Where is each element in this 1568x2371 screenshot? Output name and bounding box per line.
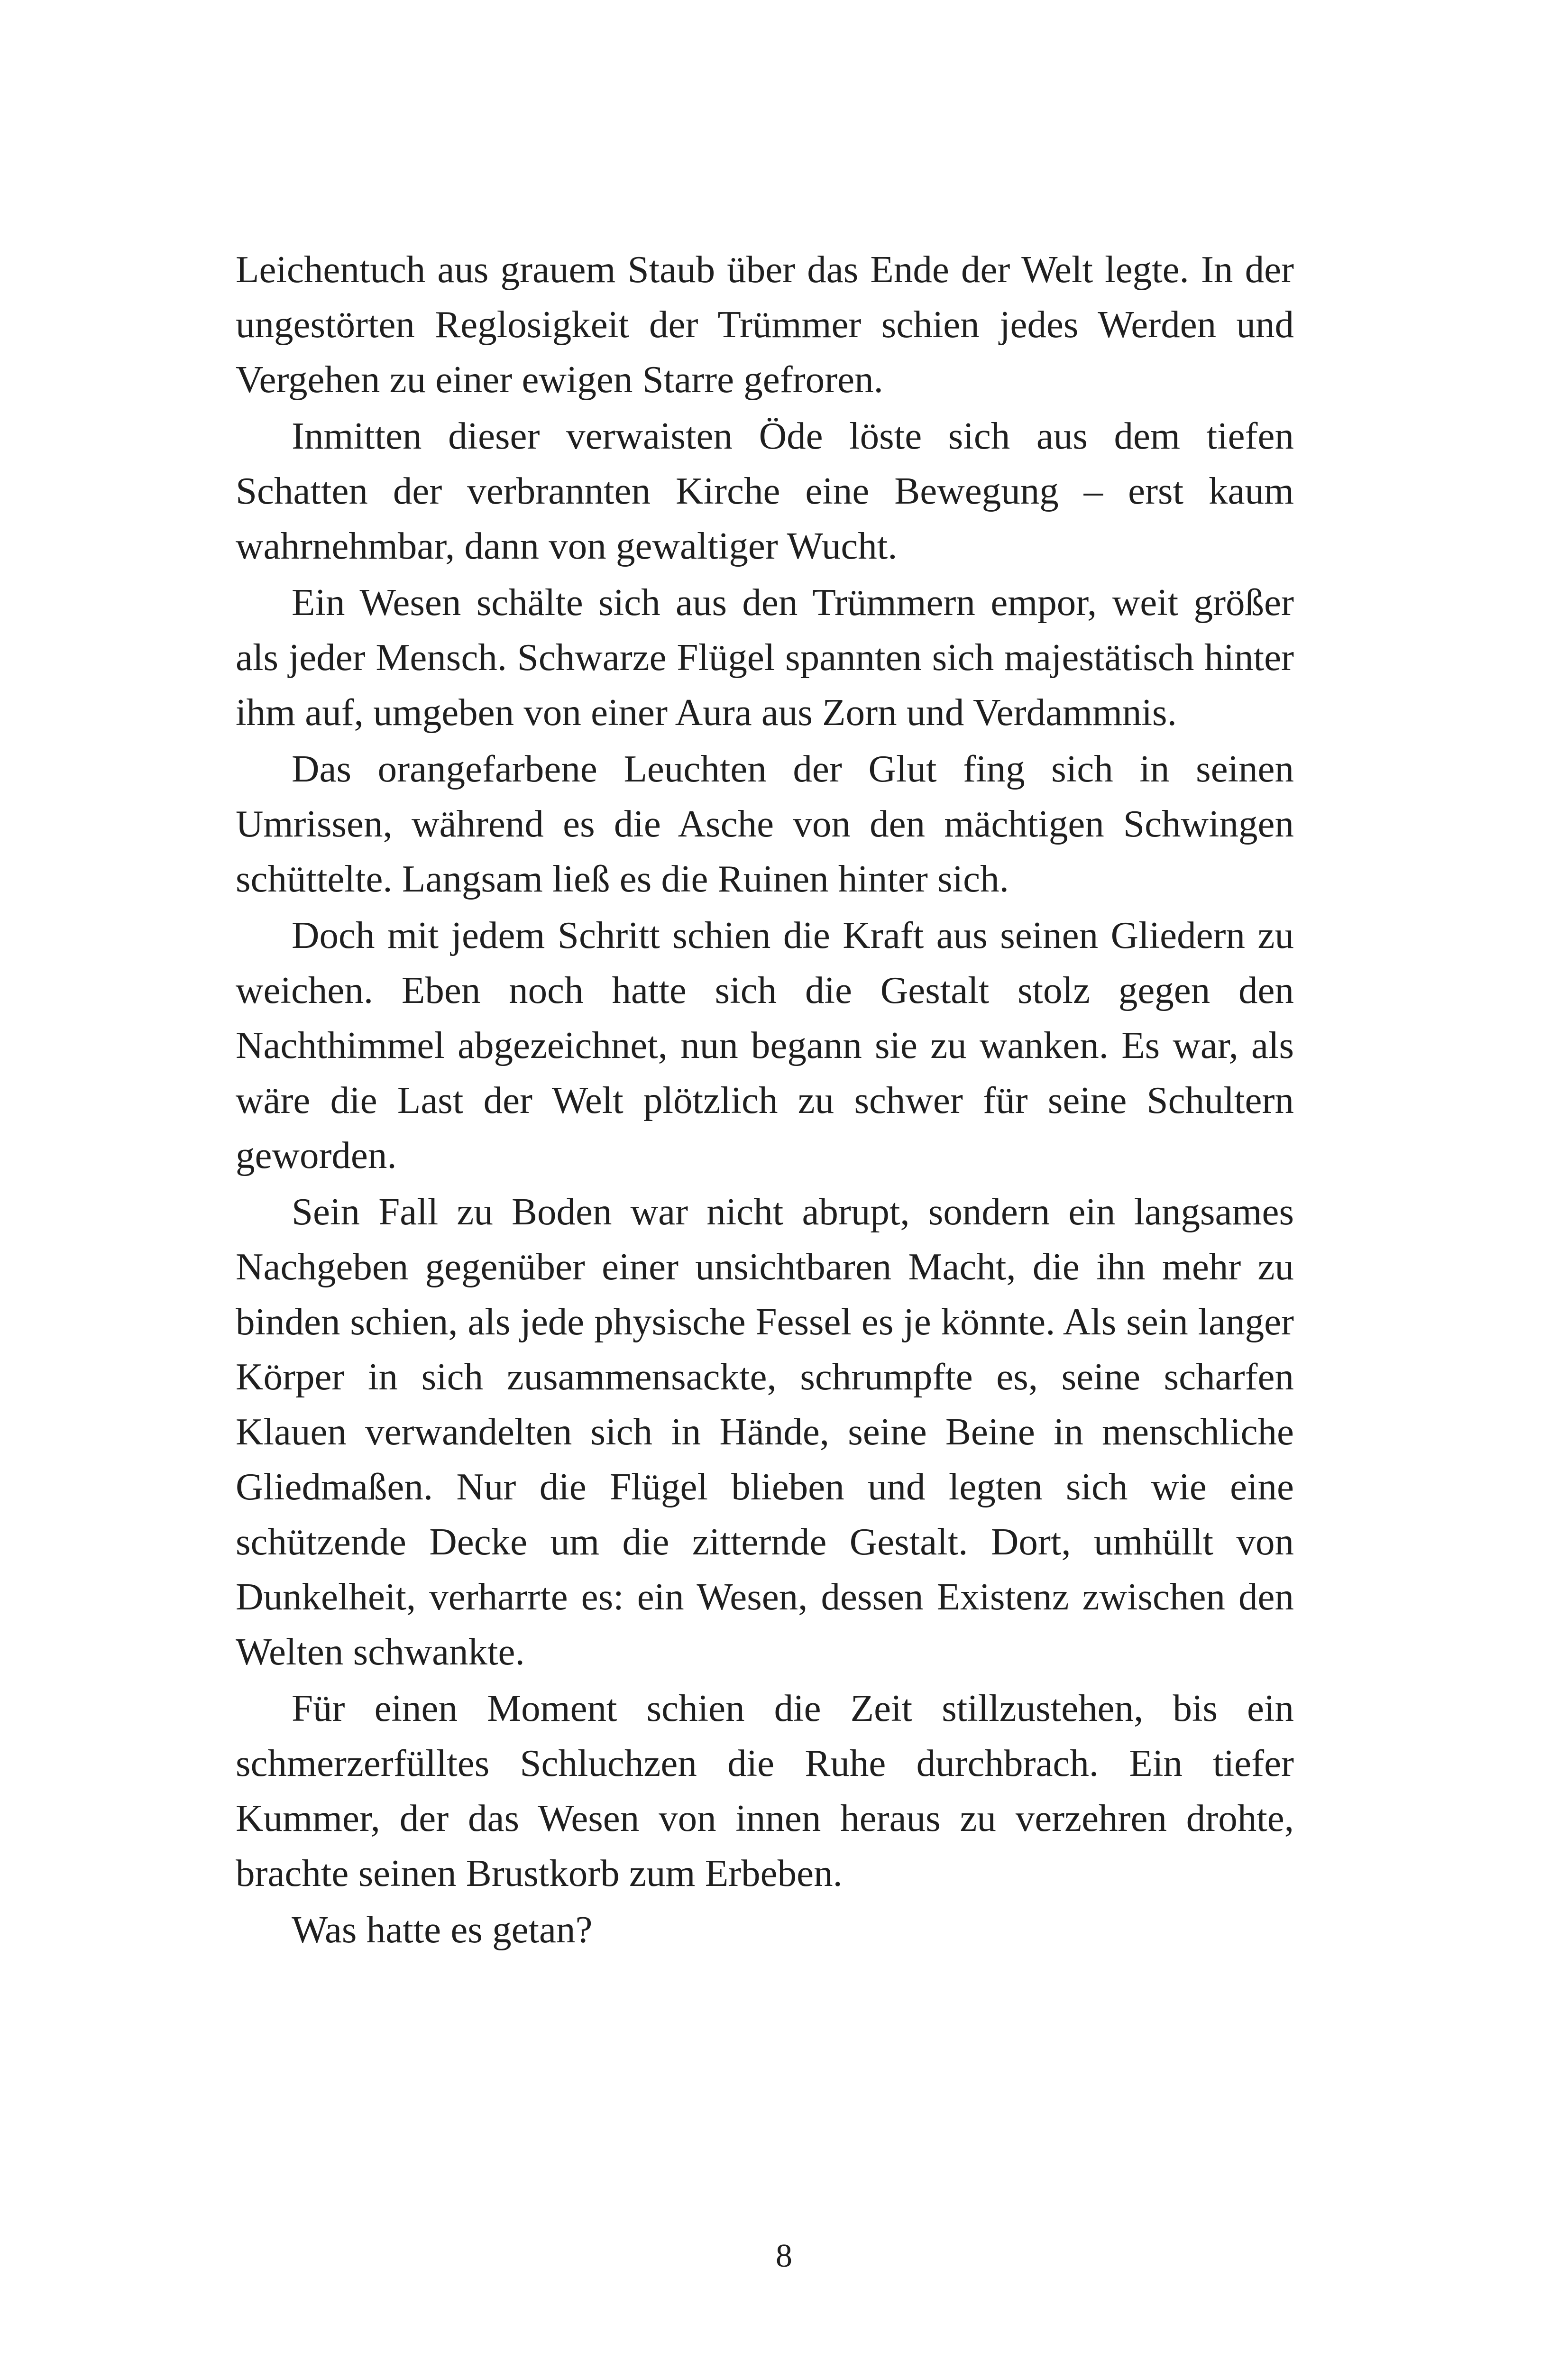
paragraph: Für einen Moment schien die Zeit stillzustehen, bis ein schmerzerfülltes Schluchzen die Ruhe durchbrach. Ein tiefer Kummer, der das Wesen von innen heraus zu verzehren drohte, brachte seinen Brustkorb zum Erbeben. xyxy=(236,1687,1294,1894)
paragraph: Leichentuch aus grauem Staub über das Ende der Welt legte. In der ungestörten Reglosigkeit der Trümmer schien jedes Werden und Vergehen zu einer ewigen Starre gefroren. xyxy=(236,248,1294,401)
body-text xyxy=(236,242,1294,1958)
page-number: 8 xyxy=(776,2238,792,2274)
paragraph: Sein Fall zu Boden war nicht abrupt, sondern ein langsames Nachgeben gegenüber einer unsichtbaren Macht, die ihn mehr zu binden schien, als jede physische Fessel es je könnte. Als sein langer Körper in sich zusammensackte, schrumpfte es, seine scharfen Klauen verwandelten sich in Hände, seine Beine in menschliche Gliedmaßen. Nur die Flügel blieben und legten sich wie eine schützende Decke um die zitternde Gestalt. Dort, umhüllt von Dunkelheit, verharrte es: ein Wesen, dessen Existenz zwischen den Welten schwankte. xyxy=(236,1190,1294,1673)
paragraph: Das orangefarbene Leuchten der Glut fing sich in seinen Umrissen, während es die Asche von den mächtigen Schwingen schüttelte. Langsam ließ es die Ruinen hinter sich. xyxy=(236,747,1294,900)
paragraph: Was hatte es getan? xyxy=(292,1908,593,1951)
paragraph: Inmitten dieser verwaisten Öde löste sich aus dem tiefen Schatten der verbrannten Kirche eine Bewegung – erst kaum wahrnehmbar, dann von gewaltiger Wucht. xyxy=(236,414,1294,567)
paragraph: Doch mit jedem Schritt schien die Kraft aus seinen Gliedern zu weichen. Eben noch hatte sich die Gestalt stolz gegen den Nachthimmel abgezeichnet, nun begann sie zu wanken. Es war, als wäre die Last der Welt plötzlich zu schwer für seine Schultern geworden. xyxy=(236,914,1294,1176)
paragraph: Ein Wesen schälte sich aus den Trümmern empor, weit größer als jeder Mensch. Schwarze Flügel spannten sich majestätisch hinter ihm auf, umgeben von einer Aura aus Zorn und Verdammnis. xyxy=(236,581,1294,734)
